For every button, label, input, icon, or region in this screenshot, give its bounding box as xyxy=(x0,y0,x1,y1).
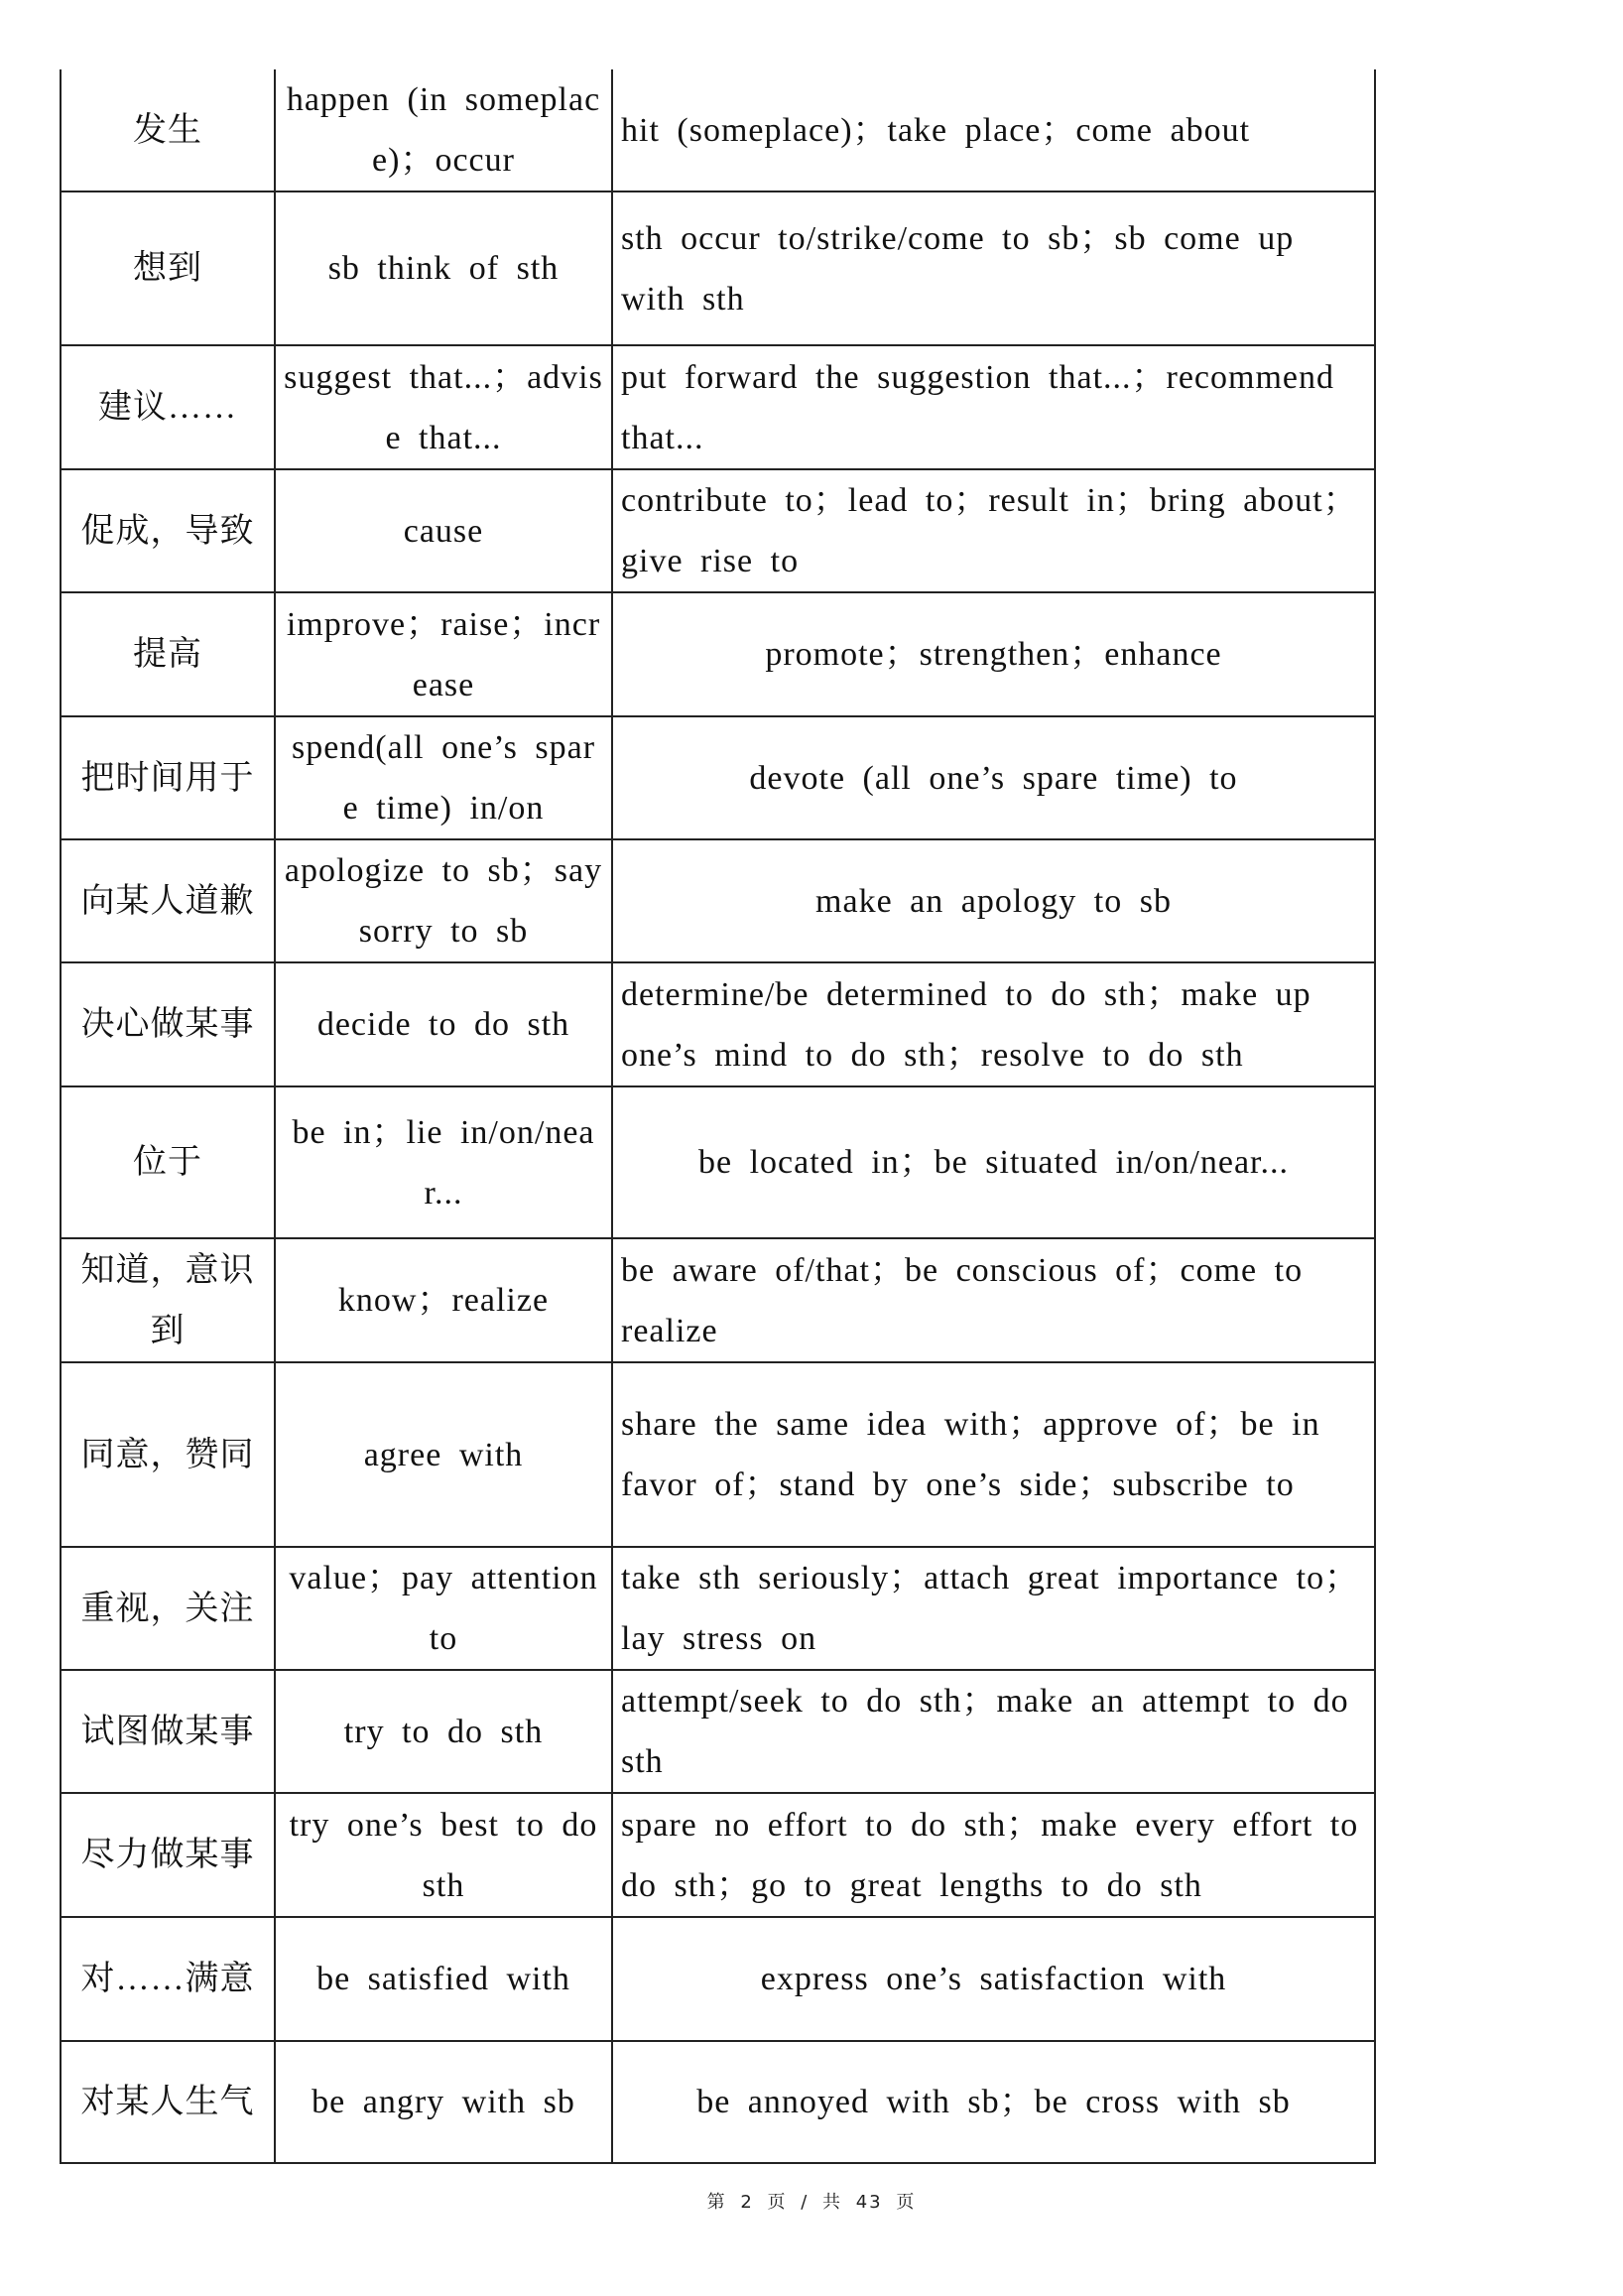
table-row xyxy=(61,716,1375,839)
advanced-expression: share the same idea with；approve of；be in favor of；stand by one’s side；subscribe to xyxy=(612,1362,1375,1547)
advanced-expression: hit (someplace)；take place；come about xyxy=(612,69,1375,191)
basic-expression: apologize to sb；say sorry to sb xyxy=(275,839,612,962)
chinese-term: 把时间用于 xyxy=(61,716,275,839)
table-row xyxy=(61,345,1375,469)
basic-expression: sb think of sth xyxy=(275,191,612,345)
chinese-term: 决心做某事 xyxy=(61,962,275,1086)
chinese-term: 试图做某事 xyxy=(61,1670,275,1793)
vocabulary-table xyxy=(60,69,1376,2164)
page-number: 第 2 页 / 共 43 页 xyxy=(706,2192,917,2213)
basic-expression: value；pay attention to xyxy=(275,1547,612,1670)
basic-expression: happen (in someplace)；occur xyxy=(275,69,612,191)
chinese-term: 重视，关注 xyxy=(61,1547,275,1670)
table-row xyxy=(61,1547,1375,1670)
table-row xyxy=(61,1670,1375,1793)
basic-expression: suggest that...；advise that... xyxy=(275,345,612,469)
advanced-expression: sth occur to/strike/come to sb；sb come up with sth xyxy=(612,191,1375,345)
basic-expression: try to do sth xyxy=(275,1670,612,1793)
advanced-expression: be annoyed with sb；be cross with sb xyxy=(612,2041,1375,2163)
chinese-term: 对……满意 xyxy=(61,1917,275,2041)
table-row xyxy=(61,962,1375,1086)
basic-expression: know；realize xyxy=(275,1238,612,1362)
advanced-expression: attempt/seek to do sth；make an attempt to do sth xyxy=(612,1670,1375,1793)
basic-expression: try one’s best to do sth xyxy=(275,1793,612,1917)
chinese-term: 发生 xyxy=(61,69,275,191)
chinese-term: 向某人道歉 xyxy=(61,839,275,962)
chinese-term: 促成，导致 xyxy=(61,469,275,592)
basic-expression: cause xyxy=(275,469,612,592)
basic-expression: be angry with sb xyxy=(275,2041,612,2163)
basic-expression: decide to do sth xyxy=(275,962,612,1086)
chinese-term: 建议…… xyxy=(61,345,275,469)
basic-expression: be in；lie in/on/near... xyxy=(275,1086,612,1238)
advanced-expression: make an apology to sb xyxy=(612,839,1375,962)
table-row xyxy=(61,2041,1375,2163)
basic-expression: be satisfied with xyxy=(275,1917,612,2041)
advanced-expression: spare no effort to do sth；make every effort to do sth；go to great lengths to do sth xyxy=(612,1793,1375,1917)
basic-expression: agree with xyxy=(275,1362,612,1547)
table-row xyxy=(61,69,1375,191)
chinese-term: 尽力做某事 xyxy=(61,1793,275,1917)
table-row xyxy=(61,191,1375,345)
chinese-term: 提高 xyxy=(61,592,275,716)
table-row xyxy=(61,1086,1375,1238)
table-row xyxy=(61,1793,1375,1917)
advanced-expression: devote (all one’s spare time) to xyxy=(612,716,1375,839)
chinese-term: 知道，意识到 xyxy=(61,1238,275,1362)
chinese-term: 同意，赞同 xyxy=(61,1362,275,1547)
advanced-expression: express one’s satisfaction with xyxy=(612,1917,1375,2041)
advanced-expression: contribute to；lead to；result in；bring about；give rise to xyxy=(612,469,1375,592)
advanced-expression: promote；strengthen；enhance xyxy=(612,592,1375,716)
table-row xyxy=(61,469,1375,592)
table-row xyxy=(61,1362,1375,1547)
advanced-expression: be aware of/that；be conscious of；come to realize xyxy=(612,1238,1375,1362)
chinese-term: 对某人生气 xyxy=(61,2041,275,2163)
table-row xyxy=(61,1238,1375,1362)
table-row xyxy=(61,1917,1375,2041)
basic-expression: spend(all one’s spare time) in/on xyxy=(275,716,612,839)
chinese-term: 想到 xyxy=(61,191,275,345)
basic-expression: improve；raise；increase xyxy=(275,592,612,716)
advanced-expression: take sth seriously；attach great importance to；lay stress on xyxy=(612,1547,1375,1670)
table-row xyxy=(61,839,1375,962)
table-row xyxy=(61,592,1375,716)
chinese-term: 位于 xyxy=(61,1086,275,1238)
advanced-expression: be located in；be situated in/on/near... xyxy=(612,1086,1375,1238)
advanced-expression: put forward the suggestion that...；recommend that... xyxy=(612,345,1375,469)
advanced-expression: determine/be determined to do sth；make up one’s mind to do sth；resolve to do sth xyxy=(612,962,1375,1086)
